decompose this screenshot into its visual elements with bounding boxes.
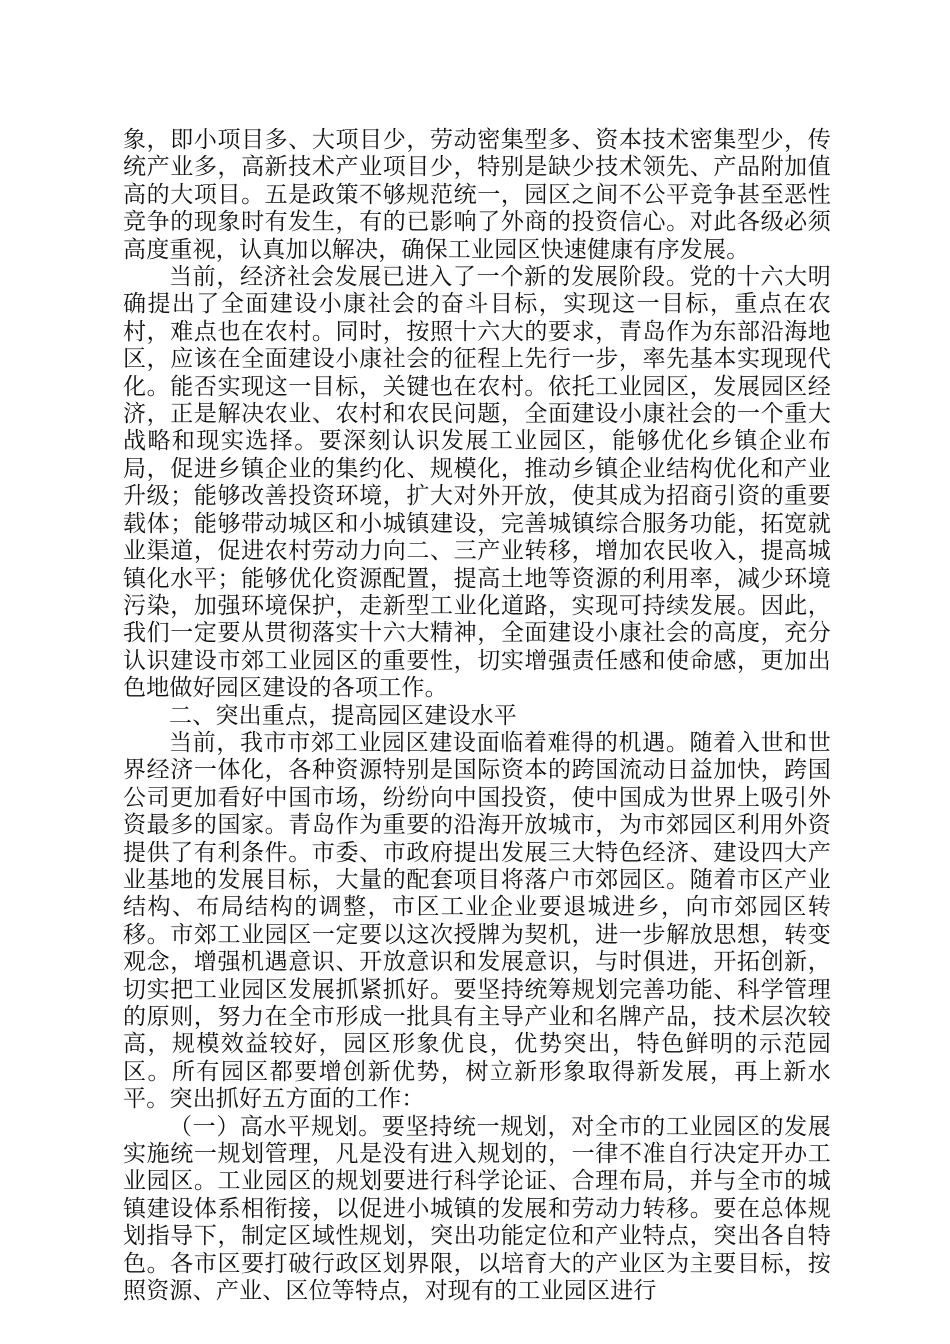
section-heading: 二、突出重点，提高园区建设水平 <box>169 702 517 729</box>
paragraph-development-stage: 当前，经济社会发展已进入了一个新的发展阶段。党的十六大明确提出了全面建设小康社会的奋斗目标，实现这一目标，重点在农村，难点也在农村。同时，按照十六大的要求，青岛作为东部沿海地区，应该在全面建设小康社会的征程上先行一步，率先基本实现现代化。能否实现这一目标，关键也在农村。依托工业园区，发展园区经济，正是解决农业、农村和农民问题，全面建设小康社会的一个重大战略和现实选择。要深刻认识发展工业园区，能够优化乡镇企业布局，促进乡镇企业的集约化、规模化，推动乡镇企业结构优化和产业升级；能够改善投资环境，扩大对外开放，使其成为招商引资的重要载体；能够带动城区和小城镇建设，完善城镇综合服务功能，拓宽就业渠道，促进农村劳动力向二、三产业转移，增加农民收入，提高城镇化水平；能够优化资源配置，提高土地等资源的利用率，减少环境污染，加强环境保护，走新型工业化道路，实现可持续发展。因此，我们一定要从贯彻落实十六大精神，全面建设小康社会的高度，充分认识建设市郊工业园区的重要性，切实增强责任感和使命感，更加出色地做好园区建设的各项工作。 <box>123 264 831 702</box>
paragraph-planning: （一）高水平规划。要坚持统一规划，对全市的工业园区的发展实施统一规划管理，凡是没有进入规划的，一律不准自行决定开办工业园区。工业园区的规划要进行科学论证、合理布局，并与全市的城镇建设体系相衔接，以促进小城镇的发展和劳动力转移。要在总体规划指导下，制定区域性规划，突出功能定位和产业特点，突出各自特色。各市区要打破行政区划界限，以培育大的产业区为主要目标，按照资源、产业、区位等特点，对现有的工业园区进行 <box>123 1113 831 1305</box>
paragraph-continuation: 象，即小项目多、大项目少，劳动密集型多、资本技术密集型少，传统产业多，高新技术产业项目少，特别是缺少技术领先、产品附加值高的大项目。五是政策不够规范统一，园区之间不公平竞争甚至恶性竞争的现象时有发生，有的已影响了外商的投资信心。对此各级必须高度重视，认真加以解决，确保工业园区快速健康有序发展。 <box>123 127 831 263</box>
paragraph-opportunity: 当前，我市市郊工业园区建设面临着难得的机遇。随着入世和世界经济一体化，各种资源特别是国际资本的跨国流动日益加快，跨国公司更加看好中国市场，纷纷向中国投资，使中国成为世界上吸引外资最多的国家。青岛作为重要的沿海开放城市，为市郊园区利用外资提供了有利条件。市委、市政府提出发展三大特色经济、建设四大产业基地的发展目标，大量的配套项目将落户市郊园区。随着市区产业结构、布局结构的调整，市区工业企业要退城进乡，向市郊园区转移。市郊工业园区一定要以这次授牌为契机，进一步解放思想，转变观念，增强机遇意识、开放意识和发展意识，与时俱进，开拓创新，切实把工业园区发展抓紧抓好。要坚持统筹规划完善功能、科学管理的原则，努力在全市形成一批具有主导产业和名牌产品，技术层次较高，规模效益较好，园区形象优良，优势突出，特色鲜明的示范园区。所有园区都要增创新优势，树立新形象取得新发展，再上新水平。突出抓好五方面的工作： <box>123 729 831 1113</box>
document-body <box>123 127 831 1305</box>
